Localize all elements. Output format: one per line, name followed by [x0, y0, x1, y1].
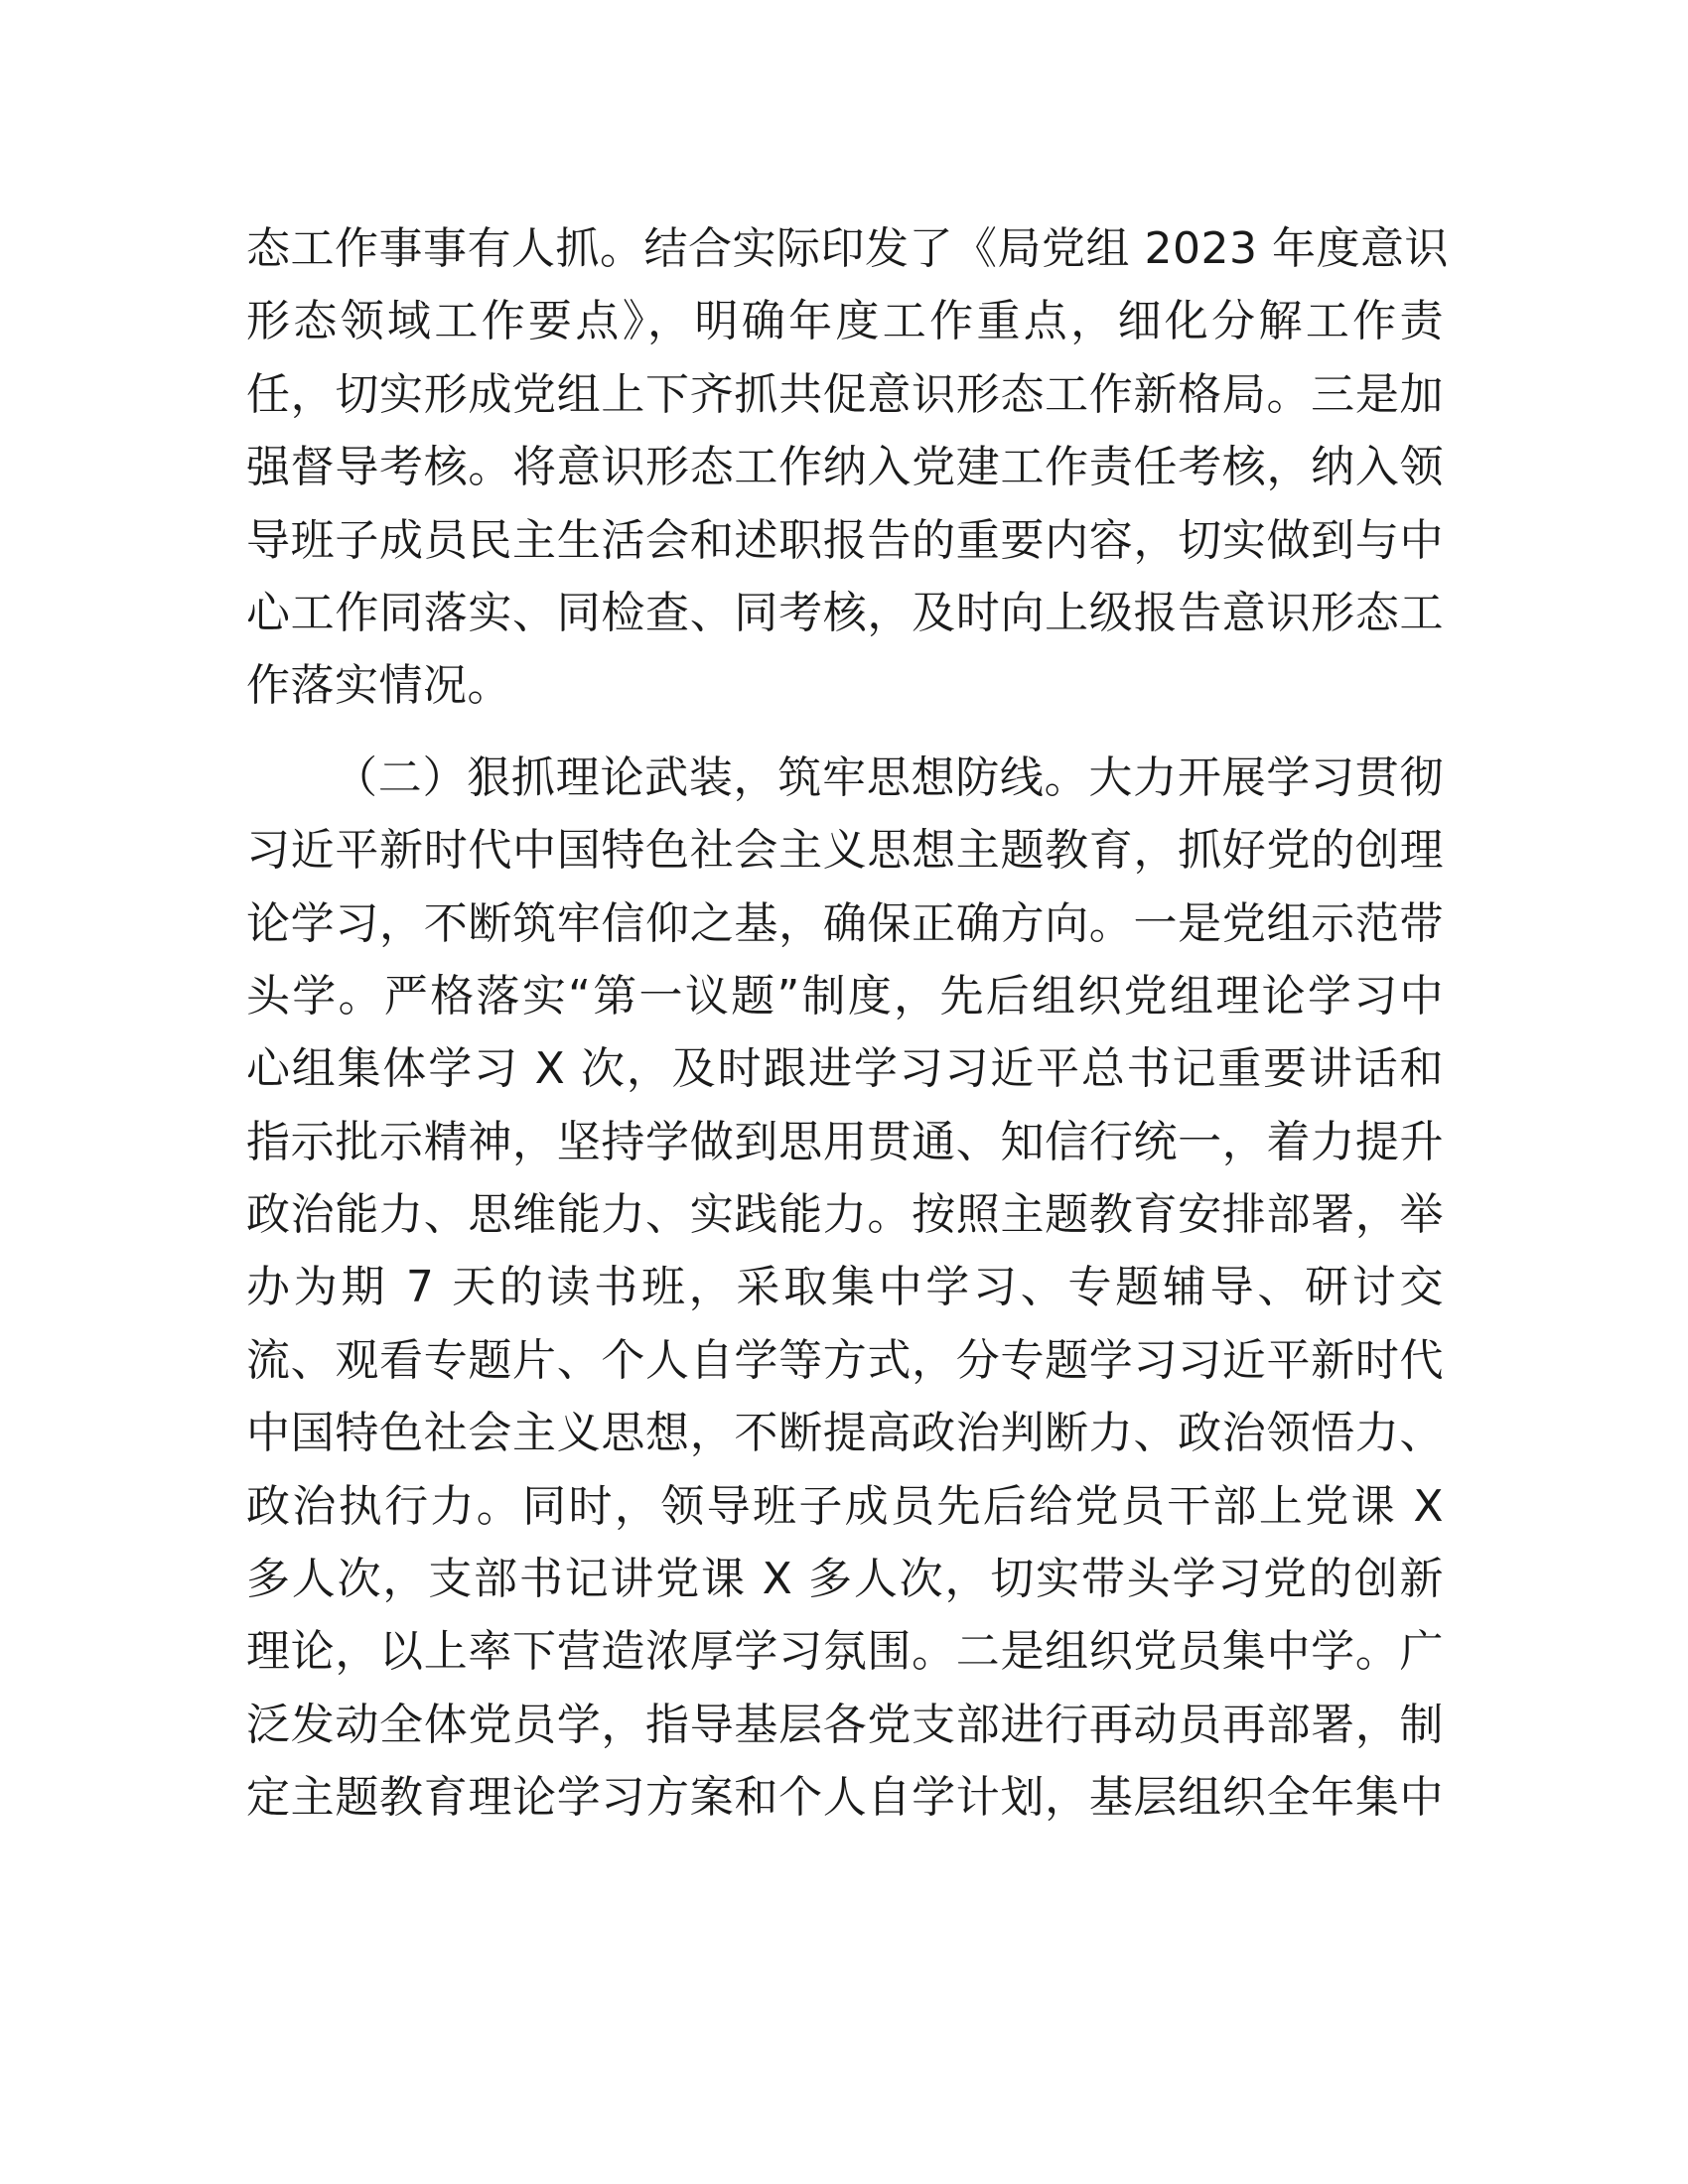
text-line: 中国特色社会主义思想，不断提高政治判断力、政治领悟力、: [246, 1408, 1444, 1459]
text-line: 导班子成员民主生活会和述职报告的重要内容，切实做到与中: [246, 514, 1444, 566]
text-line: 心组集体学习 X 次，及时跟进学习习近平总书记重要讲话和: [246, 1043, 1444, 1095]
text-line: 政治执行力。同时，领导班子成员先后给党员干部上党课 X: [246, 1480, 1444, 1532]
text-line: 论学习，不断筑牢信仰之基，确保正确方向。一是党组示范带: [246, 897, 1444, 949]
text-line: 办为期 7 天的读书班，采取集中学习、专题辅导、研讨交: [246, 1262, 1444, 1313]
paragraph-theory-study: [246, 742, 1444, 1835]
text-line: 定主题教育理论学习方案和个人自学计划，基层组织全年集中: [246, 1772, 1444, 1824]
section-heading-line: （二）狠抓理论武装，筑牢思想防线。大力开展学习贯彻: [334, 751, 1444, 803]
text-line: 多人次，支部书记讲党课 X 多人次，切实带头学习党的创新: [246, 1554, 1444, 1605]
document-body: [246, 212, 1449, 1835]
text-line: 流、观看专题片、个人自学等方式，分专题学习习近平新时代: [246, 1334, 1444, 1386]
text-line: 理论，以上率下营造浓厚学习氛围。二是组织党员集中学。广: [246, 1626, 1444, 1678]
text-line: 习近平新时代中国特色社会主义思想主题教育，抓好党的创理: [246, 825, 1444, 877]
paragraph-ideology-work: [246, 212, 1449, 723]
text-line: 态工作事事有人抓。结合实际印发了《局党组 2023 年度意识: [246, 223, 1449, 274]
text-line: 泛发动全体党员学，指导基层各党支部进行再动员再部署，制: [246, 1699, 1444, 1750]
text-line: 形态领域工作要点》，明确年度工作重点，细化分解工作责: [246, 296, 1444, 347]
text-line: 头学。严格落实“第一议题”制度，先后组织党组理论学习中: [246, 970, 1444, 1022]
text-line: 作落实情况。: [246, 660, 511, 712]
text-line: 强督导考核。将意识形态工作纳入党建工作责任考核，纳入领: [246, 442, 1444, 493]
text-line: 指示批示精神，坚持学做到思用贯通、知信行统一，着力提升: [246, 1116, 1444, 1167]
text-line: 心工作同落实、同检查、同考核，及时向上级报告意识形态工: [246, 587, 1444, 638]
text-line: 任，切实形成党组上下齐抓共促意识形态工作新格局。三是加: [246, 368, 1444, 420]
text-line: 政治能力、思维能力、实践能力。按照主题教育安排部署，举: [246, 1189, 1444, 1241]
